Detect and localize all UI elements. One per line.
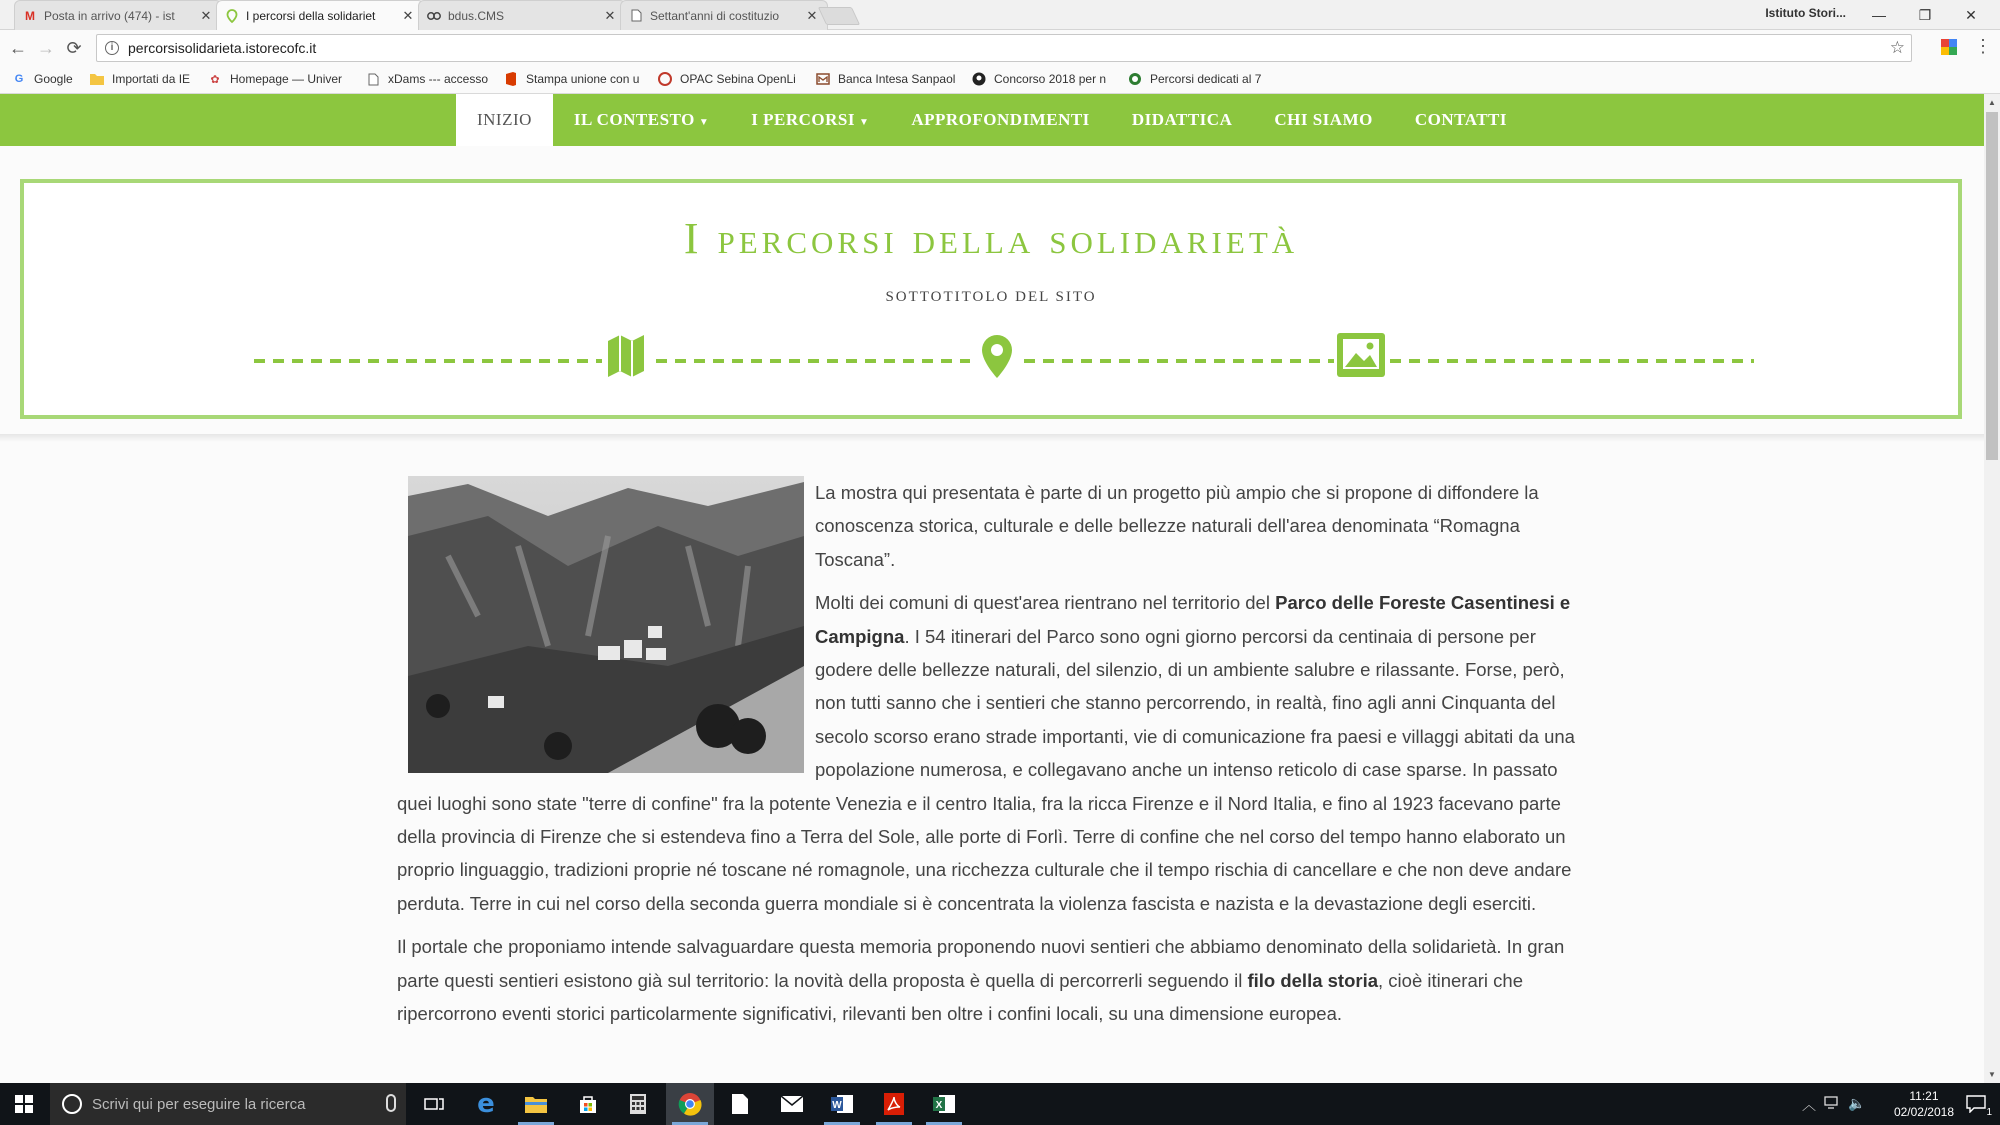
office-icon bbox=[504, 72, 518, 86]
scroll-down-icon[interactable]: ▼ bbox=[1988, 1070, 1996, 1079]
tab-bdus[interactable] bbox=[418, 0, 626, 30]
system-clock[interactable] bbox=[1894, 1088, 1954, 1120]
acrobat-icon[interactable] bbox=[870, 1083, 918, 1125]
location-pin-icon bbox=[225, 9, 239, 23]
nav-inizio[interactable] bbox=[456, 94, 553, 146]
profile-name[interactable]: Istituto Stori... bbox=[1765, 6, 1846, 20]
nav-i-percorsi[interactable] bbox=[730, 94, 890, 146]
text: . I 54 itinerari del Parco sono ogni giorno percorsi da centinaia di persone per godere delle bellezze naturali, del silenzio, di un ambiente salubre e rilassante. Forse, però, non tutti sanno che i sentieri che stanno percorrendo, in realtà, fino agli anni Cinquanta del secolo scorso erano strade importanti, vie di comunicazione fra paesi e villaggi abitati da una popolazione numerosa, e collegavano anche un intenso reticolo di case sparse. In passato quei luoghi sono state "terre di confine" fra la potente Venezia e il centro Italia, fra la ricca Firenze e il Nord Italia, e fino al 1923 facevano parte della provincia di Firenze che si estendeva fino a Terra del Sole, alle porte di Forlì. Terre di confine che nel corso del tempo hanno elaborato un proprio linguaggio, tradizioni proprie né toscane né romagnole, una ricchezza culturale che il tempo rischia di cancellare e che non deve andare perduta. Terre in cui nel corso della seconda guerra mondiale si è concentrata la violenza fascista e nazista e la devastazione degli eserciti. bbox=[397, 625, 1575, 914]
nav-contatti[interactable] bbox=[1394, 94, 1528, 146]
address-bar[interactable] bbox=[96, 34, 1912, 62]
close-icon[interactable]: ✕ bbox=[604, 7, 616, 23]
tab-percorsi[interactable] bbox=[216, 0, 424, 31]
calculator-icon[interactable] bbox=[614, 1083, 662, 1125]
restore-icon[interactable]: ❐ bbox=[1918, 6, 1932, 23]
nav-label: CHI SIAMO bbox=[1274, 110, 1373, 129]
taskbar-search[interactable] bbox=[50, 1083, 406, 1125]
nav-label: INIZIO bbox=[476, 110, 532, 129]
tab-title: Posta in arrivo (474) - ist bbox=[44, 8, 175, 23]
web-page bbox=[0, 94, 1984, 1083]
close-icon[interactable]: ✕ bbox=[806, 7, 818, 23]
site-title[interactable]: I percorsi della solidarietà bbox=[683, 214, 1299, 263]
bookmark-label: Percorsi dedicati al 7 bbox=[1150, 72, 1262, 86]
google-icon: G bbox=[14, 73, 24, 85]
action-center-icon[interactable] bbox=[1952, 1083, 2000, 1125]
nav-label: IL CONTESTO bbox=[573, 110, 695, 129]
circle-icon bbox=[1128, 72, 1142, 86]
forward-icon[interactable]: → bbox=[37, 38, 55, 58]
minimize-icon[interactable]: — bbox=[1872, 7, 1886, 23]
site-header bbox=[20, 179, 1962, 419]
tab-title: I percorsi della solidariet bbox=[246, 9, 376, 23]
university-icon: ✿ bbox=[210, 73, 220, 86]
bookmark-label: Stampa unione con u bbox=[526, 72, 640, 86]
reload-icon[interactable]: ⟳ bbox=[66, 38, 82, 58]
bookmark-stampa[interactable] bbox=[504, 72, 648, 86]
notepad-icon[interactable] bbox=[716, 1083, 764, 1125]
file-explorer-icon[interactable] bbox=[512, 1083, 560, 1125]
park-name: Parco delle Foreste Casentinesi e Campigna bbox=[815, 592, 1571, 647]
nav-il-contesto[interactable] bbox=[553, 94, 730, 146]
clock-time: 11:21 bbox=[1909, 1089, 1939, 1103]
chrome-icon[interactable] bbox=[666, 1083, 714, 1125]
task-view-icon[interactable] bbox=[410, 1083, 458, 1125]
clock-date: 02/02/2018 bbox=[1893, 1105, 1954, 1119]
scroll-thumb[interactable] bbox=[1986, 112, 1998, 460]
tab-settantanni[interactable] bbox=[620, 0, 828, 30]
bookmark-label: Concorso 2018 per n bbox=[994, 72, 1107, 86]
page-scrollbar[interactable] bbox=[1984, 94, 2000, 1083]
tray-chevron-icon[interactable]: ︿ bbox=[1802, 1097, 1816, 1113]
gmail-icon: M bbox=[25, 8, 35, 23]
svg-text:X: X bbox=[935, 1100, 943, 1111]
image-icon bbox=[1337, 333, 1385, 377]
opac-icon bbox=[658, 72, 672, 86]
bookmark-concorso[interactable] bbox=[972, 72, 1112, 86]
bookmark-label: OPAC Sebina OpenLi bbox=[680, 72, 796, 86]
bank-icon bbox=[816, 72, 830, 86]
main-nav bbox=[0, 94, 1984, 146]
caret-down-icon: ▼ bbox=[858, 117, 870, 128]
nav-label: CONTATTI bbox=[1414, 110, 1508, 129]
excel-icon[interactable] bbox=[920, 1083, 968, 1125]
document-icon bbox=[629, 9, 643, 23]
map-icon bbox=[608, 335, 644, 377]
window-close-icon[interactable]: ✕ bbox=[1965, 6, 1977, 23]
paragraph-1: La mostra qui presentata è parte di un progetto più ampio che si propone di diffondere la conoscenza storica, culturale e delle bellezze naturali dell'area denominata “Romagna Toscana”. bbox=[815, 482, 1539, 570]
bookmarks-bar bbox=[0, 66, 2000, 94]
bookmark-label: xDams --- accesso bbox=[388, 72, 489, 86]
location-pin-icon bbox=[982, 335, 1012, 378]
tab-gmail[interactable] bbox=[14, 0, 222, 30]
bookmark-importati[interactable] bbox=[90, 72, 190, 86]
notification-count: 1 bbox=[1986, 1107, 1992, 1118]
text: , cioè itinerari che ripercorrono eventi storici particolarmente significativi, rilevanti ben oltre i confini locali, su una dimensione europea. bbox=[397, 969, 1523, 1025]
history-thread: filo della storia bbox=[1247, 969, 1379, 991]
edge-icon[interactable]: e bbox=[477, 1089, 495, 1119]
scroll-up-icon[interactable]: ▲ bbox=[1988, 98, 1996, 107]
extension-icon[interactable] bbox=[1940, 38, 1958, 56]
caret-down-icon: ▼ bbox=[698, 117, 710, 128]
github-icon bbox=[972, 72, 986, 86]
info-icon[interactable]: i bbox=[105, 41, 119, 55]
bookmark-opac[interactable] bbox=[658, 72, 802, 86]
folder-icon bbox=[90, 72, 104, 86]
header-shadow bbox=[0, 434, 1984, 442]
bookmark-label: Google bbox=[34, 72, 73, 86]
nav-approfondimenti[interactable] bbox=[890, 94, 1110, 146]
network-icon[interactable] bbox=[1824, 1095, 1842, 1112]
page-icon bbox=[366, 72, 380, 86]
landscape-photo bbox=[408, 476, 804, 773]
microphone-icon[interactable] bbox=[386, 1094, 396, 1112]
bookmark-label: Homepage — Univer bbox=[230, 72, 343, 86]
tab-strip bbox=[0, 0, 2000, 30]
svg-text:W: W bbox=[832, 1100, 842, 1111]
nav-label: DIDATTICA bbox=[1131, 110, 1233, 129]
nav-chi-siamo[interactable] bbox=[1253, 94, 1393, 146]
bookmark-homepage[interactable] bbox=[208, 72, 350, 86]
paragraph-3 bbox=[397, 930, 1583, 1030]
text: Il portale che proponiamo intende salvaguardare questa memoria proponendo nuovi sentieri che abbiamo denominato della solidarietà. In gran parte questi sentieri esistono già sul territorio: la novità della proposta è quella di percorrerli seguendo il bbox=[397, 936, 1565, 991]
windows-taskbar bbox=[0, 1083, 2000, 1125]
chrome-menu-icon[interactable]: ⋮ bbox=[1974, 36, 1992, 56]
word-icon[interactable] bbox=[818, 1083, 866, 1125]
tab-title: Settant'anni di costituzio bbox=[650, 8, 780, 23]
tab-title: bdus.CMS bbox=[448, 8, 505, 23]
nav-label: APPROFONDIMENTI bbox=[911, 110, 1090, 129]
site-subtitle: SOTTOTITOLO DEL SITO bbox=[885, 289, 1097, 305]
close-icon[interactable]: ✕ bbox=[200, 7, 212, 23]
windows-start-icon[interactable] bbox=[0, 1083, 48, 1125]
back-icon[interactable]: ← bbox=[9, 38, 27, 58]
url-text: percorsisolidarieta.istorecofc.it bbox=[128, 40, 317, 56]
nav-didattica[interactable] bbox=[1111, 94, 1254, 146]
bookmark-xdams[interactable] bbox=[366, 72, 488, 86]
bookmark-percorsi[interactable] bbox=[1128, 72, 1272, 86]
nav-label: I PERCORSI bbox=[751, 110, 855, 129]
browser-toolbar bbox=[0, 30, 2000, 66]
cortana-icon bbox=[62, 1094, 82, 1114]
intro-content bbox=[397, 476, 1583, 1041]
header-divider bbox=[254, 329, 1754, 379]
store-icon[interactable] bbox=[564, 1083, 612, 1125]
bookmark-google[interactable] bbox=[12, 72, 73, 86]
bookmark-banca[interactable] bbox=[816, 72, 956, 86]
bookmark-label: Banca Intesa Sanpaol bbox=[838, 72, 956, 86]
text: Molti dei comuni di quest'area rientrano nel territorio del bbox=[815, 592, 1276, 614]
bookmark-star-icon[interactable]: ☆ bbox=[1889, 38, 1905, 57]
new-tab-button[interactable] bbox=[818, 7, 860, 25]
bdus-icon bbox=[427, 9, 441, 23]
mail-icon[interactable] bbox=[768, 1083, 816, 1125]
volume-icon[interactable]: 🔈 bbox=[1848, 1095, 1866, 1111]
close-icon[interactable]: ✕ bbox=[402, 8, 414, 23]
bookmark-label: Importati da IE bbox=[112, 72, 191, 86]
search-placeholder: Scrivi qui per eseguire la ricerca bbox=[92, 1095, 306, 1113]
